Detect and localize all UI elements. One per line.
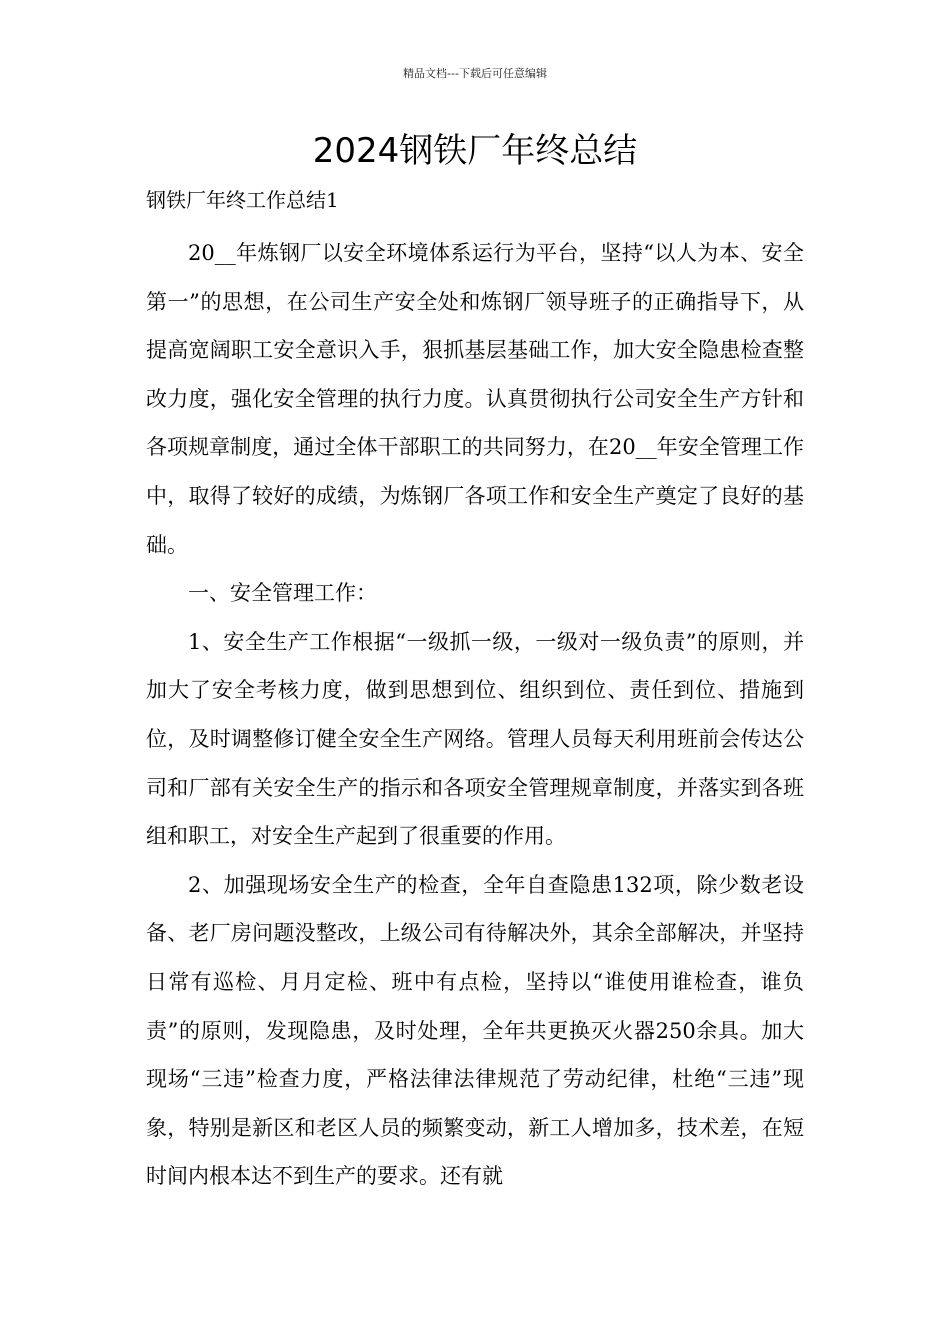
document-body <box>146 229 804 1201</box>
section-heading: 一、安全管理工作： <box>188 581 377 606</box>
page-header: 精品文档---下载后可任意编辑 <box>403 67 547 80</box>
paragraph-intro: 20__年炼钢厂以安全环境体系运行为平台，坚持“以人为本、安全第一”的思想，在公司生产安全处和炼钢厂领导班子的正确指导下，从提高宽阔职工安全意识入手，狠抓基层基础工作，加大安全隐患检查整改力度，强化安全管理的执行力度。认真贯彻执行公司安全生产方针和各项规章制度，通过全体干部职工的共同努力，在20__年安全管理工作中，取得了较好的成绩，为炼钢厂各项工作和安全生产奠定了良好的基础。 <box>146 241 804 557</box>
paragraph-item-2: 2、加强现场安全生产的检查，全年自查隐患132项，除少数老设备、老厂房问题没整改，上级公司有待解决外，其余全部解决，并坚持日常有巡检、月月定检、班中有点检，坚持以“谁使用谁检查，谁负责”的原则，发现隐患，及时处理，全年共更换灭火器250余具。加大现场“三违”检查力度，严格法律法律规范了劳动纪律，杜绝“三违”现象，特别是新区和老区人员的频繁变动，新工人增加多，技术差，在短时间内根本达不到生产的要求。还有就 <box>146 872 804 1189</box>
document-subtitle: 钢铁厂年终工作总结1 <box>146 188 339 212</box>
document-title: 2024钢铁厂年终总结 <box>312 131 638 171</box>
paragraph-item-1: 1、安全生产工作根据“一级抓一级，一级对一级负责”的原则，并加大了安全考核力度，做到思想到位、组织到位、责任到位、措施到位，及时调整修订健全安全生产网络。管理人员每天利用班前会传达公司和厂部有关安全生产的指示和各项安全管理规章制度，并落实到各班组和职工，对安全生产起到了很重要的作用。 <box>146 629 804 849</box>
